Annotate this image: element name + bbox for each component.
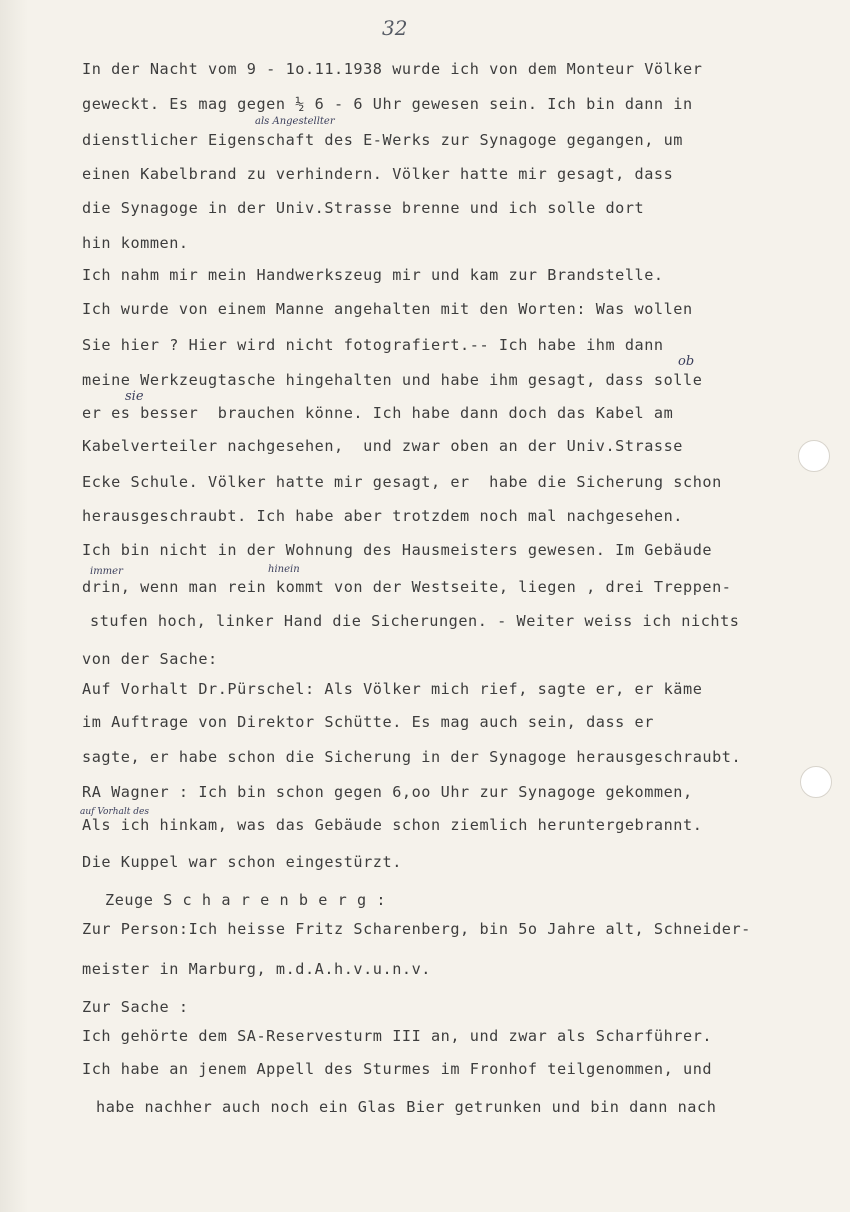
punch-hole (800, 766, 832, 798)
text-line: Auf Vorhalt Dr.Pürschel: Als Völker mich rief, sagte er, er käme (82, 680, 703, 698)
text-line: In der Nacht vom 9 - 1o.11.1938 wurde ich von dem Monteur Völker (82, 60, 703, 78)
text-line: Sie hier ? Hier wird nicht fotografiert.-- Ich habe ihm dann (82, 336, 664, 354)
handwritten-annotation: immer (90, 566, 123, 577)
text-line: Die Kuppel war schon eingestürzt. (82, 853, 402, 871)
text-line: Kabelverteiler nachgesehen, und zwar oben an der Univ.Strasse (82, 437, 684, 455)
handwritten-annotation: als Angestellter (255, 116, 335, 127)
handwritten-annotation: auf Vorhalt des (80, 807, 149, 817)
text-line: hin kommen. (82, 234, 189, 252)
text-line: habe nachher auch noch ein Glas Bier getrunken und bin dann nach (96, 1098, 717, 1116)
text-line: Ich bin nicht in der Wohnung des Hausmeisters gewesen. Im Gebäude (82, 541, 713, 559)
text-line: Als ich hinkam, was das Gebäude schon ziemlich heruntergebrannt. (82, 816, 703, 834)
text-line: Ich nahm mir mein Handwerkszeug mir und kam zur Brandstelle. (82, 266, 664, 284)
text-line: sagte, er habe schon die Sicherung in der Synagoge herausgeschraubt. (82, 748, 742, 766)
section-heading: Zur Sache : (82, 998, 189, 1016)
handwritten-annotation: sie (125, 389, 144, 404)
text-line: stufen hoch, linker Hand die Sicherungen. - Weiter weiss ich nichts (90, 612, 740, 630)
text-line: meister in Marburg, m.d.A.h.v.u.n.v. (82, 960, 431, 978)
page-number: 32 (382, 16, 408, 40)
text-line: dienstlicher Eigenschaft des E-Werks zur Synagoge gegangen, um (82, 131, 684, 149)
text-line: Ich gehörte dem SA-Reservesturm III an, und zwar als Scharführer. (82, 1027, 713, 1045)
text-line: im Auftrage von Direktor Schütte. Es mag auch sein, dass er (82, 713, 654, 731)
witness-heading: Zeuge S c h a r e n b e r g : (105, 891, 387, 909)
text-line: meine Werkzeugtasche hingehalten und habe ihm gesagt, dass solle (82, 371, 703, 389)
text-line: einen Kabelbrand zu verhindern. Völker hatte mir gesagt, dass (82, 165, 674, 183)
text-line: Zur Person:Ich heisse Fritz Scharenberg, bin 5o Jahre alt, Schneider- (82, 920, 751, 938)
text-line: die Synagoge in der Univ.Strasse brenne und ich solle dort (82, 199, 645, 217)
text-line: Ecke Schule. Völker hatte mir gesagt, er habe die Sicherung schon (82, 473, 722, 491)
text-line: Ich wurde von einem Manne angehalten mit den Worten: Was wollen (82, 300, 693, 318)
text-line: Ich habe an jenem Appell des Sturmes im Fronhof teilgenommen, und (82, 1060, 713, 1078)
punch-hole (798, 440, 830, 472)
text-line: geweckt. Es mag gegen ½ 6 - 6 Uhr gewesen sein. Ich bin dann in (82, 95, 693, 113)
handwritten-annotation: ob (678, 354, 695, 369)
text-line: von der Sache: (82, 650, 218, 668)
text-line: RA Wagner : Ich bin schon gegen 6,oo Uhr zur Synagoge gekommen, (82, 783, 693, 801)
page-shadow-edge (0, 0, 28, 1212)
text-line: er es besser brauchen könne. Ich habe dann doch das Kabel am (82, 404, 674, 422)
text-line: herausgeschraubt. Ich habe aber trotzdem noch mal nachgesehen. (82, 507, 684, 525)
handwritten-annotation: hinein (268, 564, 300, 575)
text-line: drin, wenn man rein kommt von der Westseite, liegen , drei Treppen- (82, 578, 732, 596)
